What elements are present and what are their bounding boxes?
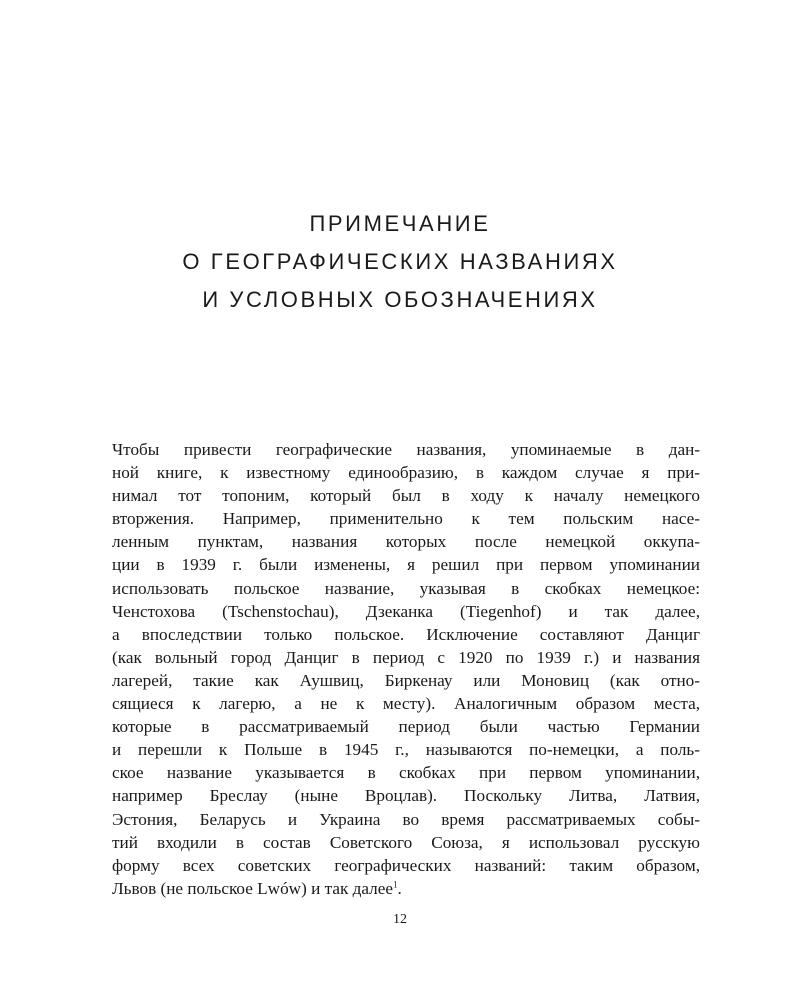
text-line: (как вольный город Данциг в период с 1920 по 1939 г.) и названия xyxy=(112,647,700,667)
text-line: тий входили в состав Советского Союза, я использовал русскую xyxy=(112,832,700,852)
footnote-marker[interactable]: 1 xyxy=(392,879,398,890)
text-line: вторжения. Например, применительно к тем польским насе- xyxy=(112,509,700,529)
text-line: которые в рассматриваемый период были частью Германии xyxy=(112,717,700,737)
text-line: и перешли к Польше в 1945 г., называются по-немецки, а поль- xyxy=(112,740,700,760)
last-line-text: Львов (не польское Lwów) и так далее xyxy=(112,878,393,898)
text-line: использовать польское название, указывая в скобках немецкое: xyxy=(112,578,700,598)
text-line: Эстония, Беларусь и Украина во время рассматриваемых собы- xyxy=(112,809,700,829)
body-paragraph xyxy=(112,438,700,900)
chapter-heading xyxy=(0,205,800,319)
text-line: лагерей, такие как Аушвиц, Биркенау или Моновиц (как отно- xyxy=(112,670,700,690)
text-line: ной книге, к известному единообразию, в каждом случае я при- xyxy=(112,463,700,483)
text-line: форму всех советских географических названий: таким образом, xyxy=(112,855,700,875)
heading-line-1: ПРИМЕЧАНИЕ xyxy=(309,211,491,236)
text-line: Ченстохова (Tschenstochau), Дзеканка (Tiegenhof) и так далее, xyxy=(112,601,700,621)
text-line: ции в 1939 г. были изменены, я решил при первом упоминании xyxy=(112,555,700,575)
text-line-last xyxy=(112,877,700,900)
text-line: например Бреслау (ныне Вроцлав). Поскольку Литва, Латвия, xyxy=(112,786,700,806)
text-line: нимал тот топоним, который был в ходу к началу немецкого xyxy=(112,486,700,506)
text-line: ское название указывается в скобках при первом упоминании, xyxy=(112,763,700,783)
text-line: Чтобы привести географические названия, упоминаемые в дан- xyxy=(112,440,700,459)
text-line: сящиеся к лагерю, а не к месту). Аналогичным образом места, xyxy=(112,694,700,714)
page-number: 12 xyxy=(393,912,407,927)
text-line: ленным пунктам, названия которых после немецкой оккупа- xyxy=(112,532,700,552)
heading-line-3: И УСЛОВНЫХ ОБОЗНАЧЕНИЯХ xyxy=(202,287,598,312)
text-line: а впоследствии только польское. Исключение составляют Данциг xyxy=(112,624,700,644)
heading-line-2: О ГЕОГРАФИЧЕСКИХ НАЗВАНИЯХ xyxy=(182,249,618,274)
final-period: . xyxy=(397,878,402,898)
